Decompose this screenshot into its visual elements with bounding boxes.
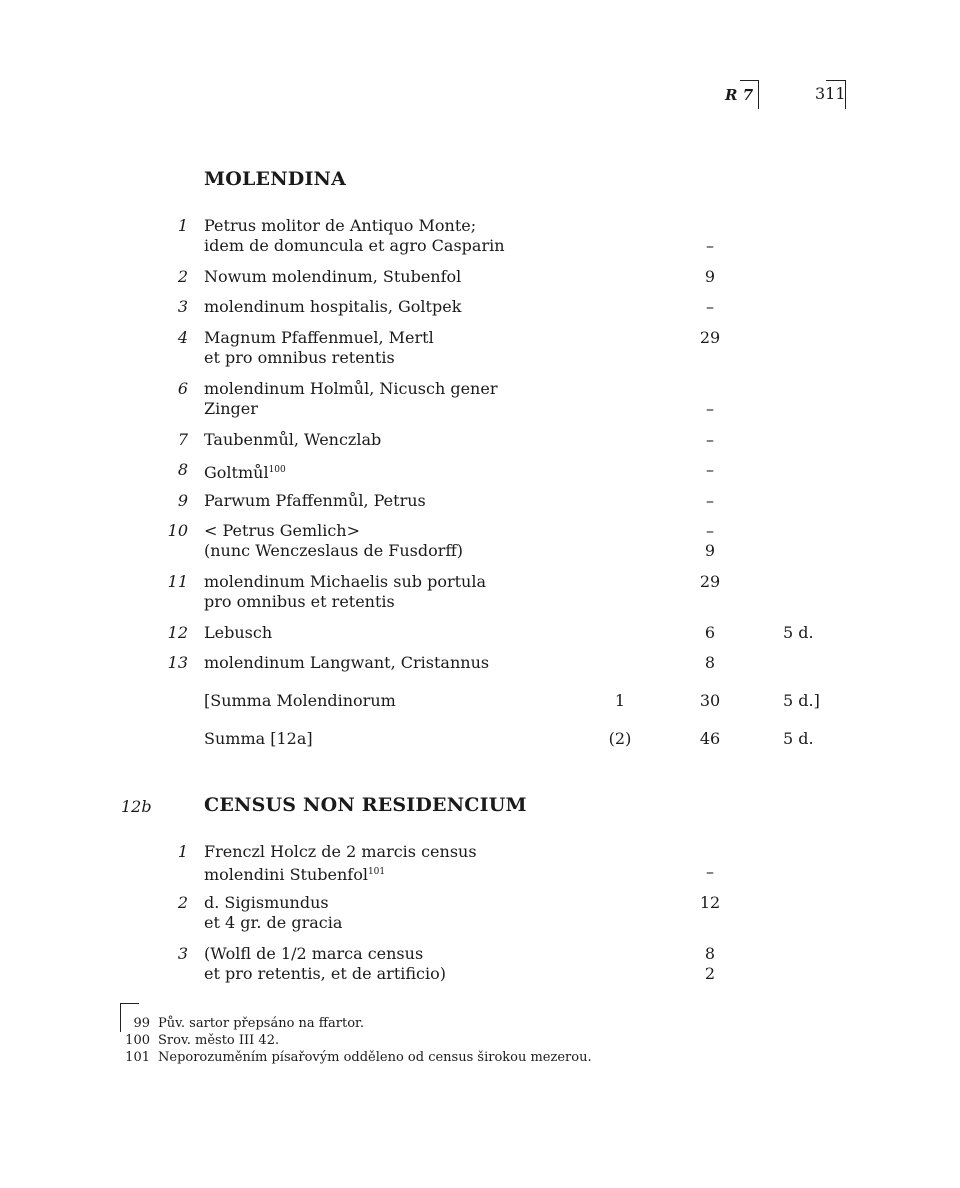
- footnote-text: Srov. město III 42.: [158, 1033, 280, 1048]
- row-text: Taubenmůl, Wenczlab: [204, 430, 382, 449]
- section-title-census: CENSUS NON RESIDENCIUM: [204, 794, 527, 816]
- footnote-text: Pův. sartor přepsáno na ffartor.: [158, 1016, 364, 1031]
- row-number: 2: [177, 267, 188, 286]
- row-value: –: [706, 236, 714, 255]
- row-text-line2: et pro retentis, et de artificio): [204, 964, 446, 983]
- row-text-main: Goltmůl: [204, 463, 269, 482]
- row-text-line2: et pro omnibus retentis: [204, 348, 395, 367]
- footnote-text: Neporozuměním písařovým odděleno od census širokou mezerou.: [158, 1050, 592, 1065]
- summa-label: Summa [12a]: [204, 729, 313, 748]
- row-text: Magnum Pfaffenmuel, Mertl: [204, 328, 434, 347]
- summa-marks: 1: [614, 691, 626, 710]
- row-value: 29: [699, 328, 721, 347]
- row-text: Petrus molitor de Antiquo Monte;: [204, 216, 477, 235]
- footnote-ref: 100: [268, 465, 286, 475]
- row-number: 2: [177, 893, 188, 912]
- row-value: –: [706, 491, 714, 510]
- row-value: –: [706, 862, 714, 881]
- summa-marks: (2): [608, 729, 632, 748]
- row-number: 11: [167, 572, 188, 591]
- row-text: molendinum Langwant, Cristannus: [204, 653, 490, 672]
- row-value: 8: [704, 944, 716, 963]
- row-value: –: [706, 460, 714, 479]
- row-value: 12: [699, 893, 721, 912]
- row-value: –: [706, 430, 714, 449]
- header-corner-mark: [740, 80, 759, 109]
- row-value: –: [706, 399, 714, 418]
- row-number: 1: [177, 216, 188, 235]
- row-value-denarii: 5 d.: [783, 623, 814, 642]
- page-number-corner-mark: [826, 80, 846, 109]
- row-value: 8: [704, 653, 716, 672]
- summa-denarii: 5 d.]: [783, 691, 820, 710]
- summa-groschen: 30: [699, 691, 721, 710]
- row-number: 10: [167, 521, 188, 540]
- row-text: Nowum molendinum, Stubenfol: [204, 267, 462, 286]
- row-text-line2: [204, 862, 604, 885]
- row-text-line2: pro omnibus et retentis: [204, 592, 395, 611]
- summa-groschen: 46: [699, 729, 721, 748]
- row-number: 3: [177, 297, 188, 316]
- row-text-line2: (nunc Wenczeslaus de Fusdorff): [204, 541, 463, 560]
- row-value-line2: 2: [704, 964, 716, 983]
- row-number: 3: [177, 944, 188, 963]
- row-text: d. Sigismundus: [204, 893, 329, 912]
- row-text-line2: Zinger: [204, 399, 258, 418]
- row-text: < Petrus Gemlich>: [204, 521, 361, 540]
- running-header-tag: R 7: [725, 86, 754, 104]
- row-text: Lebusch: [204, 623, 273, 642]
- row-text: molendinum Holmůl, Nicusch gener: [204, 379, 498, 398]
- row-text: [204, 460, 604, 483]
- summa-label: [Summa Molendinorum: [204, 691, 396, 710]
- row-text-line2: idem de domuncula et agro Casparin: [204, 236, 505, 255]
- row-number: 8: [177, 460, 188, 479]
- row-value: –: [706, 297, 714, 316]
- row-value: 9: [704, 267, 716, 286]
- row-number: 13: [167, 653, 188, 672]
- row-text: molendinum Michaelis sub portula: [204, 572, 486, 591]
- row-text: molendinum hospitalis, Goltpek: [204, 297, 462, 316]
- footnote-ref: 101: [367, 867, 386, 877]
- footnote-number: 101: [125, 1050, 150, 1065]
- row-value: 6: [704, 623, 716, 642]
- footnote-number: 100: [125, 1033, 150, 1048]
- row-number: 1: [177, 842, 188, 861]
- row-text: Parwum Pfaffenmůl, Petrus: [204, 491, 426, 510]
- row-number: 9: [177, 491, 188, 510]
- row-text-main: molendini Stubenfol: [204, 865, 368, 884]
- footnote-number: 99: [133, 1016, 150, 1031]
- section-title-molendina: MOLENDINA: [204, 168, 347, 190]
- folio-margin-tag: 12b: [121, 797, 152, 816]
- row-text: (Wolfl de 1/2 marca census: [204, 944, 424, 963]
- row-value: –: [706, 521, 714, 540]
- row-text-line2: et 4 gr. de gracia: [204, 913, 343, 932]
- row-text: Frenczl Holcz de 2 marcis census: [204, 842, 477, 861]
- row-number: 7: [177, 430, 188, 449]
- summa-denarii: 5 d.: [783, 729, 814, 748]
- row-number: 12: [167, 623, 188, 642]
- page-number: 311: [815, 84, 846, 103]
- row-value-line2: 9: [704, 541, 716, 560]
- row-number: 6: [177, 379, 188, 398]
- row-number: 4: [177, 328, 188, 347]
- row-value: 29: [699, 572, 721, 591]
